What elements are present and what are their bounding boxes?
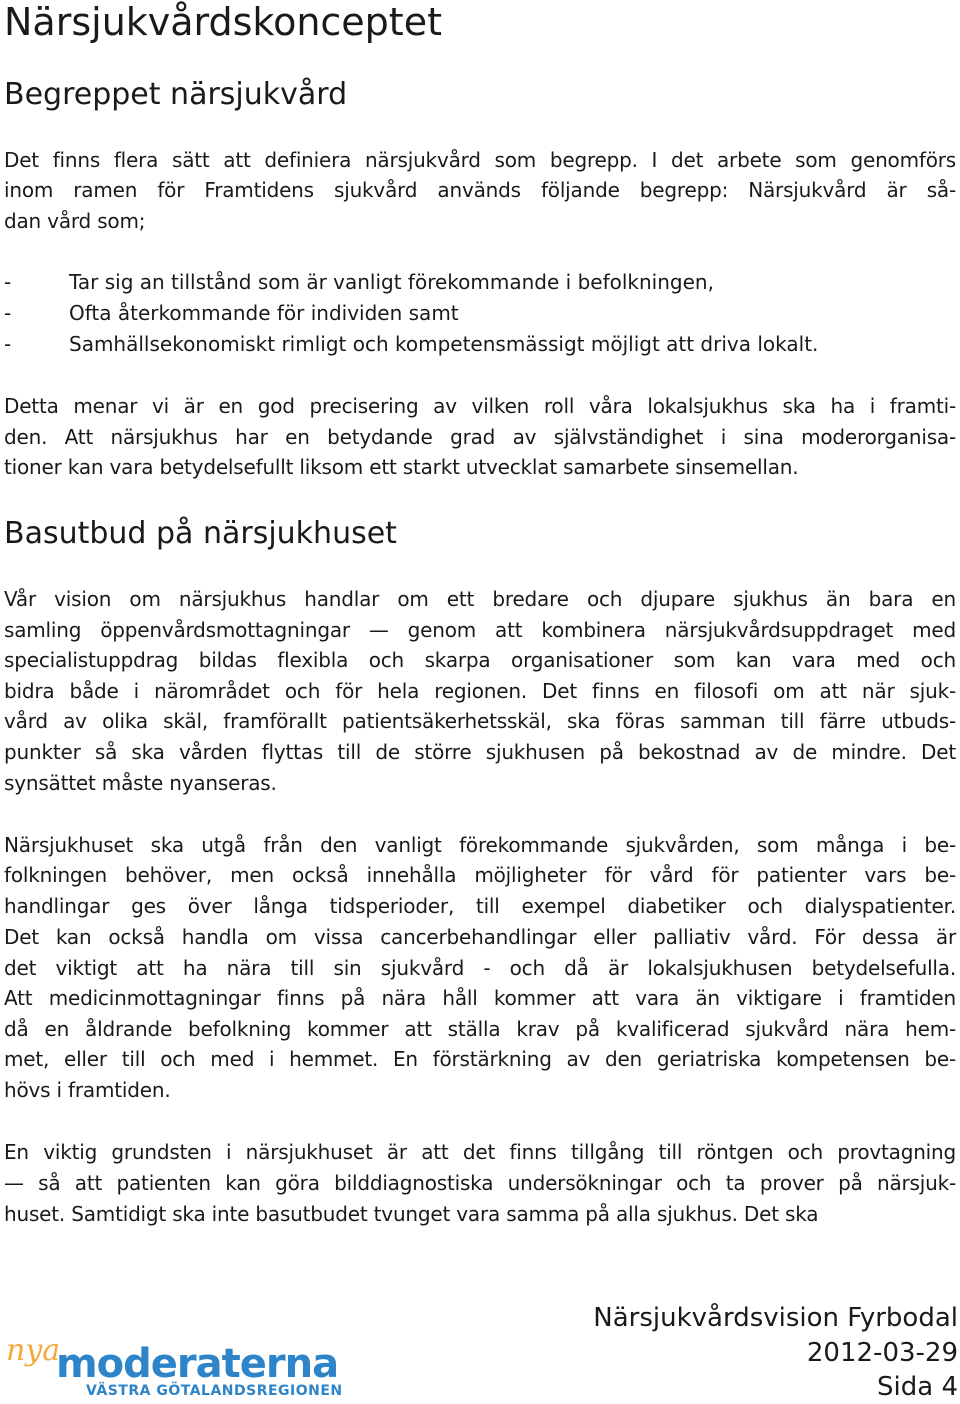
paragraph-line: den. Att närsjukhus har en betydande grad av självständighet i sina moderorganisa- [4, 425, 956, 449]
paragraph-line: — så att patienten kan göra bilddiagnostiska undersökningar och ta prover på närsjuk- [4, 1171, 956, 1195]
paragraph-line: En viktig grundsten i närsjukhuset är att det finns tillgång till röntgen och provtagning [4, 1140, 956, 1164]
paragraph-line: Vår vision om närsjukhus handlar om ett bredare och djupare sjukhus än bara en [4, 587, 956, 611]
paragraph-line: bidra både i närområdet och för hela regionen. Det finns en filosofi om att när sjuk- [4, 679, 956, 703]
bullet-item [4, 298, 459, 328]
paragraph-line: hövs i framtiden. [4, 1078, 171, 1102]
footer-doc-title: Närsjukvårdsvision Fyrbodal [593, 1303, 958, 1333]
paragraph-line: Närsjukhuset ska utgå från den vanligt förekommande sjukvården, som många i be- [4, 833, 956, 857]
bullet-text: Ofta återkommande för individen samt [69, 301, 459, 325]
paragraph-line: handlingar ges över långa tidsperioder, till exempel diabetiker och dialyspatienter. [4, 894, 956, 918]
paragraph-line: specialistuppdrag bildas flexibla och skarpa organisationer som kan vara med och [4, 648, 956, 672]
paragraph-line: vård av olika skäl, framförallt patientsäkerhetsskäl, ska föras samman till färre utbuds- [4, 709, 956, 733]
paragraph-line: inom ramen för Framtidens sjukvård används följande begrepp: Närsjukvård är så- [4, 178, 956, 202]
footer-date: 2012-03-29 [806, 1338, 958, 1368]
paragraph-line: Det kan också handla om vissa cancerbehandlingar eller palliativ vård. För dessa är [4, 925, 956, 949]
logo-name: moderaterna [56, 1341, 339, 1387]
paragraph-line: Det finns flera sätt att definiera närsjukvård som begrepp. I det arbete som genomförs [4, 148, 956, 172]
bullet-dash: - [4, 332, 12, 356]
logo-prefix: nya [6, 1333, 61, 1368]
paragraph-line: Att medicinmottagningar finns på nära håll kommer att vara än viktigare i framtiden [4, 986, 956, 1010]
logo-region: VÄSTRA GÖTALANDSREGIONEN [86, 1383, 343, 1399]
paragraph-line: punkter så ska vården flyttas till de större sjukhusen på bekostnad av de mindre. Det [4, 740, 956, 764]
paragraph-line: dan vård som; [4, 209, 146, 233]
bullet-dash: - [4, 301, 12, 325]
section-heading-basutbud: Basutbud på närsjukhuset [4, 516, 397, 551]
paragraph-line: tioner kan vara betydelsefullt liksom ett starkt utvecklat samarbete sinsemellan. [4, 455, 799, 479]
section-heading-begreppet: Begreppet närsjukvård [4, 77, 348, 112]
bullet-item [4, 267, 714, 297]
bullet-item [4, 329, 818, 359]
moderaterna-logo [4, 1333, 354, 1403]
paragraph-line: det viktigt att ha nära till sin sjukvård - och då är lokalsjukhusen betydelsefulla. [4, 956, 956, 980]
bullet-text: Samhällsekonomiskt rimligt och kompetensmässigt möjligt att driva lokalt. [69, 332, 819, 356]
bullet-dash: - [4, 270, 12, 294]
paragraph-line: huset. Samtidigt ska inte basutbudet tvunget vara samma på alla sjukhus. Det ska [4, 1202, 819, 1226]
page-title: Närsjukvårdskonceptet [4, 0, 442, 44]
paragraph-line: synsättet måste nyanseras. [4, 771, 277, 795]
paragraph-line: Detta menar vi är en god precisering av vilken roll våra lokalsjukhus ska ha i framti- [4, 394, 956, 418]
footer-page-number: Sida 4 [877, 1372, 958, 1402]
paragraph-line: met, eller till och med i hemmet. En förstärkning av den geriatriska kompetensen be- [4, 1047, 956, 1071]
paragraph-line: folkningen behöver, men också innehålla möjligheter för vård för patienter vars be- [4, 863, 956, 887]
paragraph-line: då en åldrande befolkning kommer att ställa krav på kvalificerad sjukvård nära hem- [4, 1017, 956, 1041]
bullet-text: Tar sig an tillstånd som är vanligt förekommande i befolkningen, [69, 270, 714, 294]
paragraph-line: samling öppenvårdsmottagningar — genom att kombinera närsjukvårdsuppdraget med [4, 618, 956, 642]
